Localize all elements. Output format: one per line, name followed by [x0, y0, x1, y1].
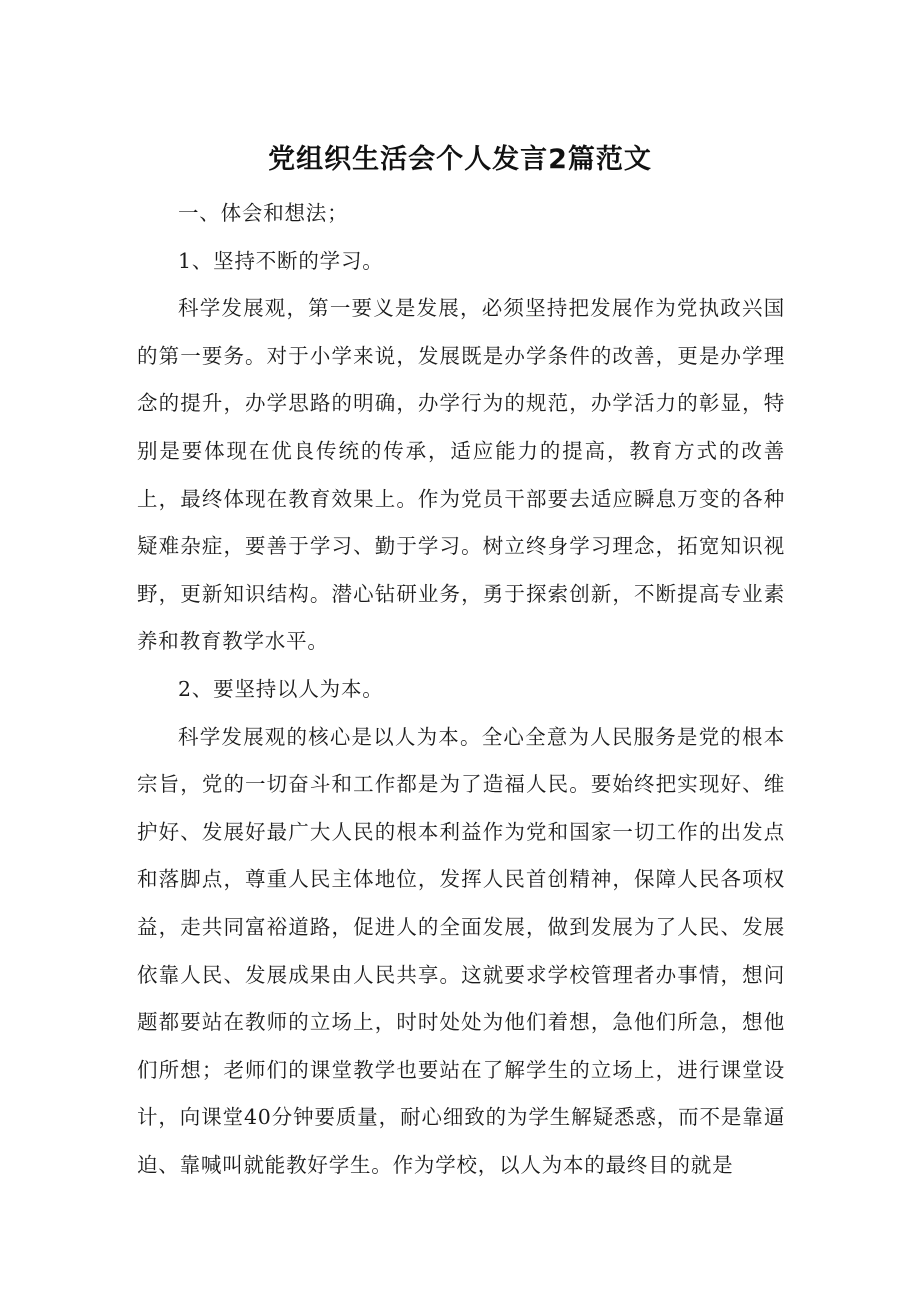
body-paragraph-2: 科学发展观的核心是以人为本。全心全意为人民服务是党的根本宗旨，党的一切奋斗和工作都是为了造福人民。要始终把实现好、维护好、发展好最广大人民的根本利益作为党和国家一切工作的出发点和落脚点，尊重人民主体地位，发挥人民首创精神，保障人民各项权益，走共同富裕道路，促进人的全面发展，做到发展为了人民、发展依靠人民、发展成果由人民共享。这就要求学校管理者办事情，想问题都要站在教师的立场上，时时处处为他们着想，急他们所急，想他们所想；老师们的课堂教学也要站在了解学生的立场上，进行课堂设计，向课堂40分钟要质量，耐心细致的为学生解疑悉惑，而不是靠逼迫、靠喊叫就能教好学生。作为学校，以人为本的最终目的就是 [137, 724, 785, 1177]
document-body [137, 190, 785, 1189]
section-heading-1: 一、体会和想法； [178, 201, 349, 225]
document-title: 党组织生活会个人发言2篇范文 [268, 144, 652, 175]
body-paragraph-1: 科学发展观，第一要义是发展，必须坚持把发展作为党执政兴国的第一要务。对于小学来说，发展既是办学条件的改善，更是办学理念的提升，办学思路的明确，办学行为的规范，办学活力的彰显，特别是要体现在优良传统的传承，适应能力的提高，教育方式的改善上，最终体现在教育效果上。作为党员干部要去适应瞬息万变的各种疑难杂症，要善于学习、勤于学习。树立终身学习理念，拓宽知识视野，更新知识结构。潜心钻研业务，勇于探索创新，不断提高专业素养和教育教学水平。 [137, 296, 785, 654]
subsection-heading-1: 1、坚持不断的学习。 [178, 248, 384, 273]
subsection-heading-2: 2、要坚持以人为本。 [178, 676, 384, 701]
